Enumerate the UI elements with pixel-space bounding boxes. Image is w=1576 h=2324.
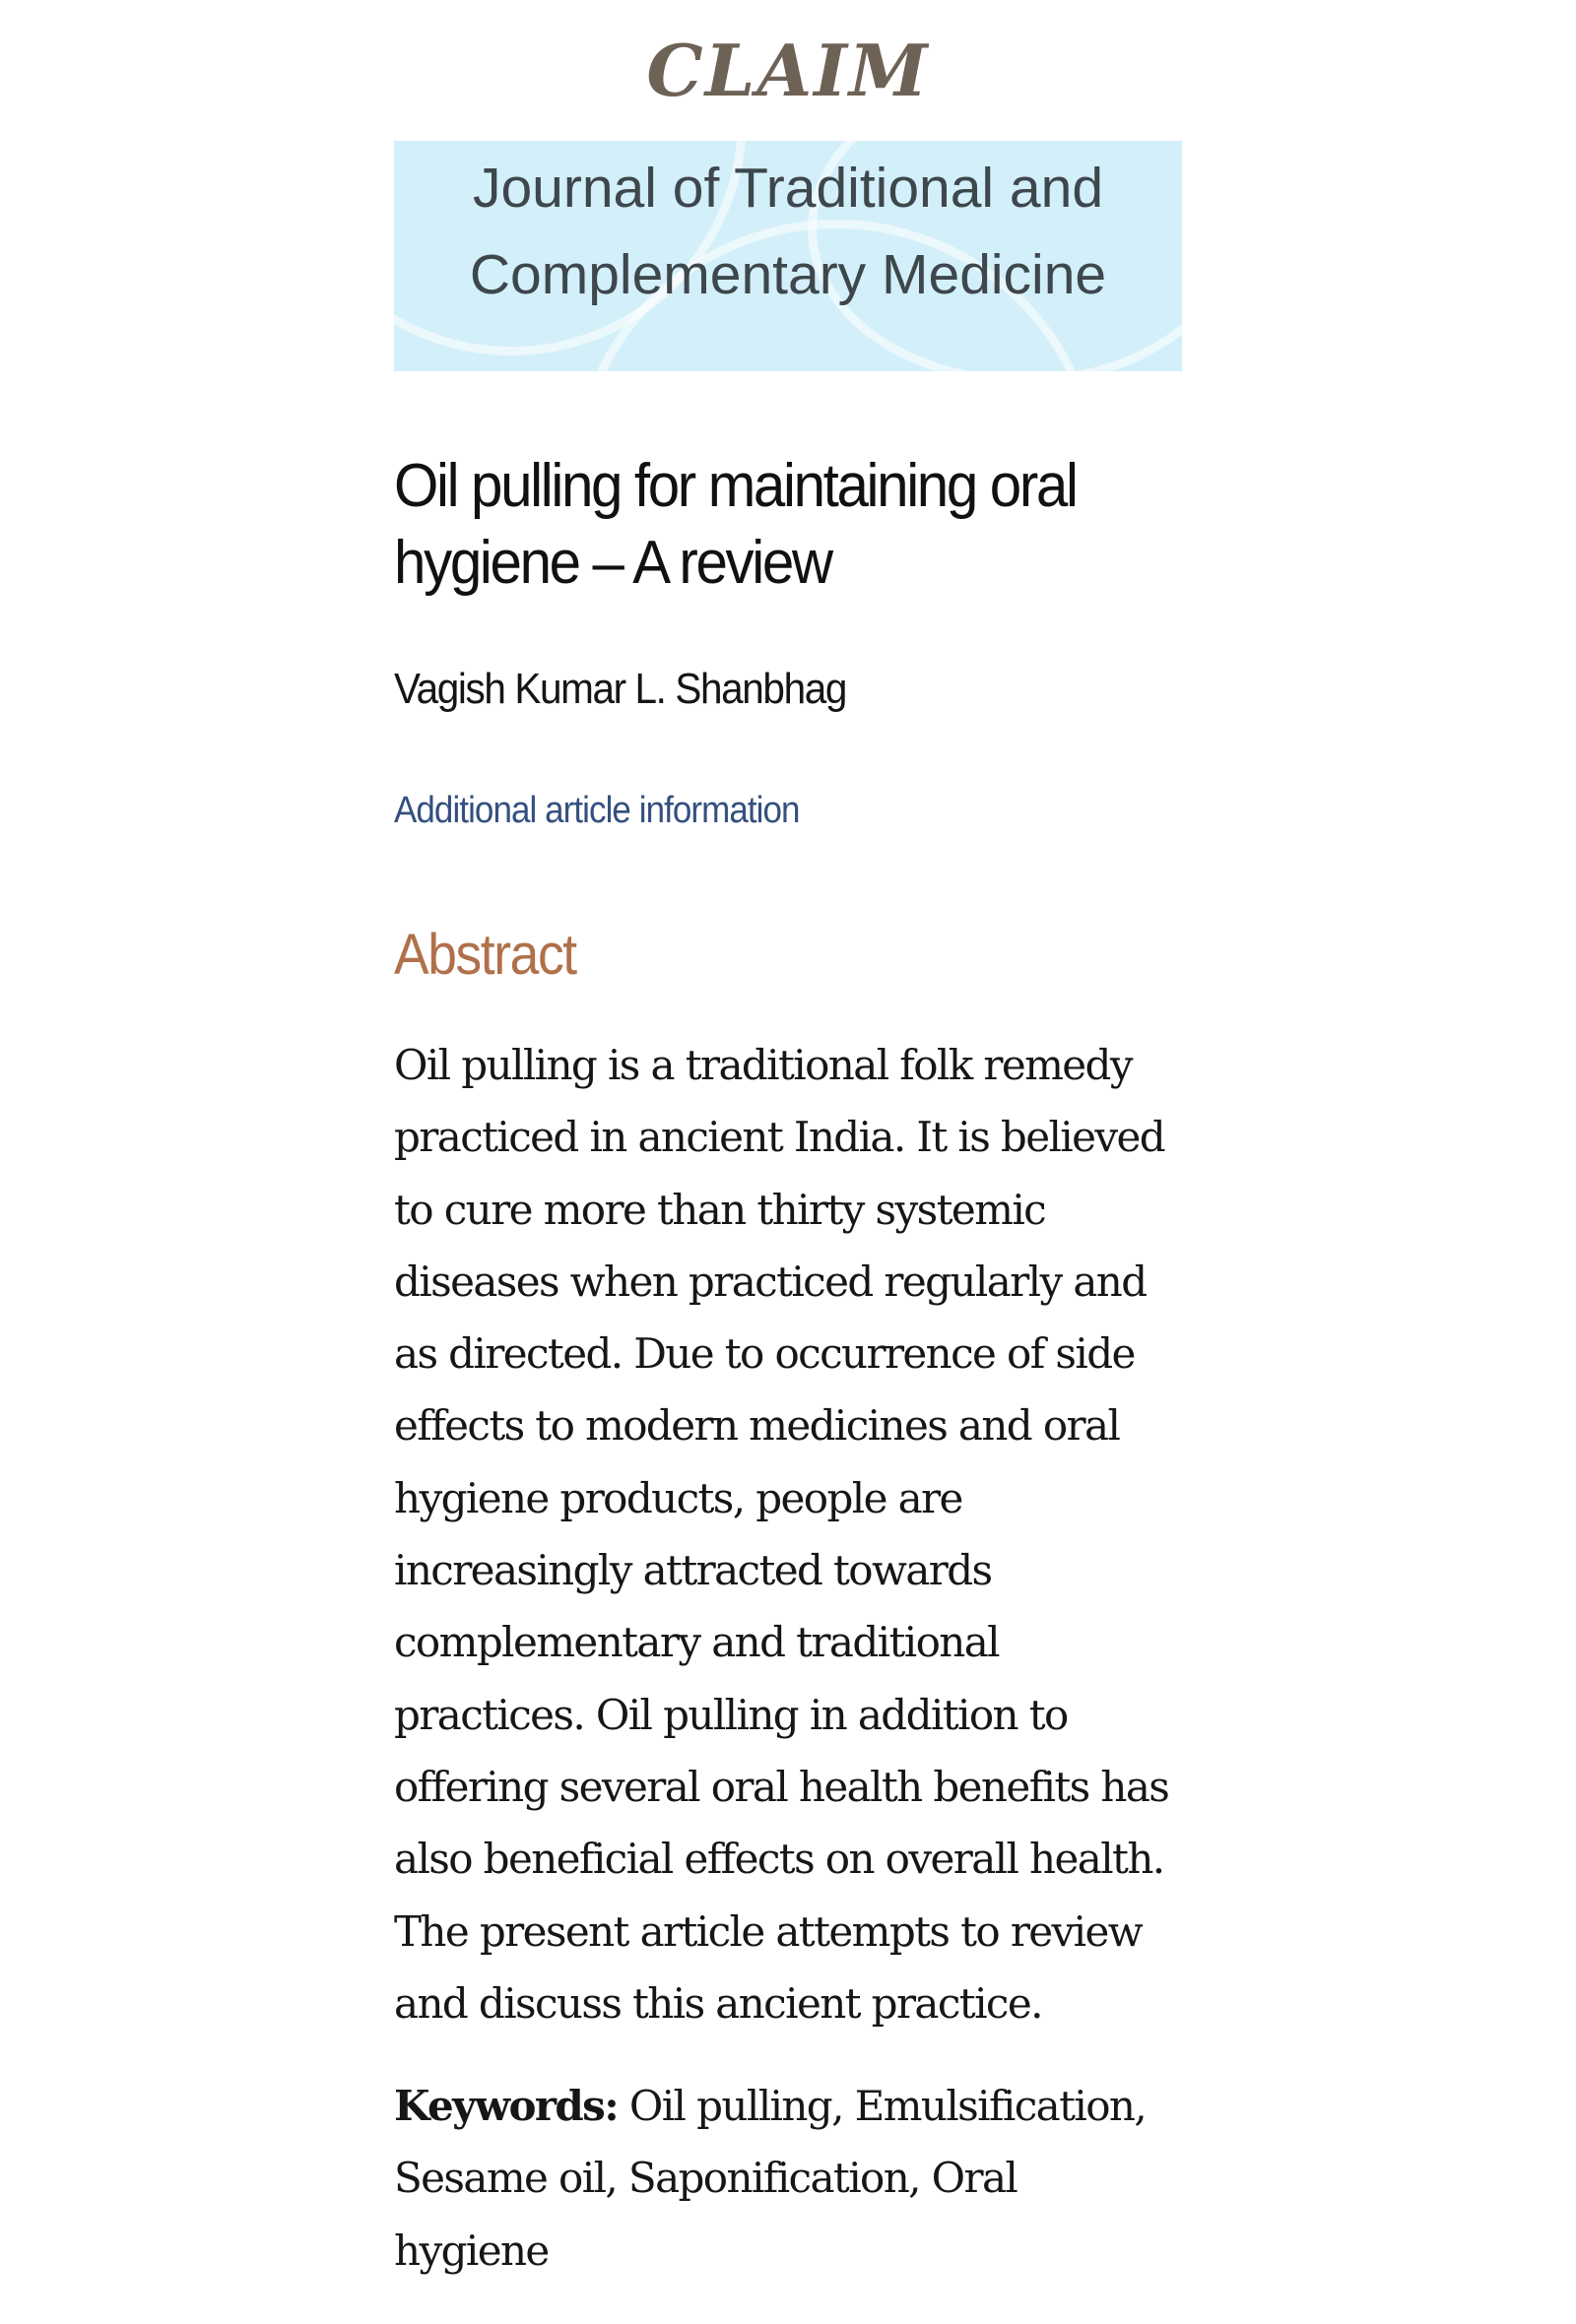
claim-heading: CLAIM [646,29,930,112]
journal-name-line1: Journal of Traditional and [472,157,1104,220]
keywords-line: Sesame oil, Saponification, Oral [394,2154,1018,2203]
abstract-line: increasingly attracted towards [394,1546,992,1595]
keywords-line [394,2070,1212,2142]
author-name[interactable]: Vagish Kumar L. Shanbhag [394,665,846,713]
article-title-line2: hygiene – A review [394,529,831,597]
abstract-line: practices. Oil pulling in addition to [394,1690,1068,1739]
article-title [394,448,1227,602]
keywords-section [394,2070,1212,2287]
abstract-line: also beneficial effects on overall health. [394,1835,1164,1884]
abstract-line: effects to modern medicines and oral [394,1401,1120,1451]
abstract-line: to cure more than thirty systemic [394,1185,1046,1234]
additional-article-information-link[interactable]: Additional article information [394,790,800,831]
abstract-line: Oil pulling is a traditional folk remedy [394,1041,1132,1089]
abstract-heading: Abstract [394,923,576,987]
article-title-line1: Oil pulling for maintaining oral [394,452,1077,520]
abstract-line: The present article attempts to review [394,1906,1143,1956]
journal-name-line2: Complementary Medicine [469,243,1107,306]
abstract-line: offering several oral health benefits has [394,1762,1169,1811]
keywords-line: hygiene [394,2226,549,2275]
abstract-line: diseases when practiced regularly and [394,1257,1147,1306]
abstract-line: practiced in ancient India. It is believed [394,1113,1165,1162]
abstract-line: hygiene products, people are [394,1473,962,1522]
journal-banner [394,141,1182,371]
journal-name [394,145,1182,318]
abstract-text [394,1029,1212,2039]
keywords-values: Oil pulling, Emulsification, [618,2082,1147,2130]
keywords-label: Keywords: [394,2082,619,2130]
abstract-line: and discuss this ancient practice. [394,1978,1042,2028]
abstract-line: complementary and traditional [394,1618,999,1667]
abstract-line: as directed. Due to occurrence of side [394,1329,1135,1379]
